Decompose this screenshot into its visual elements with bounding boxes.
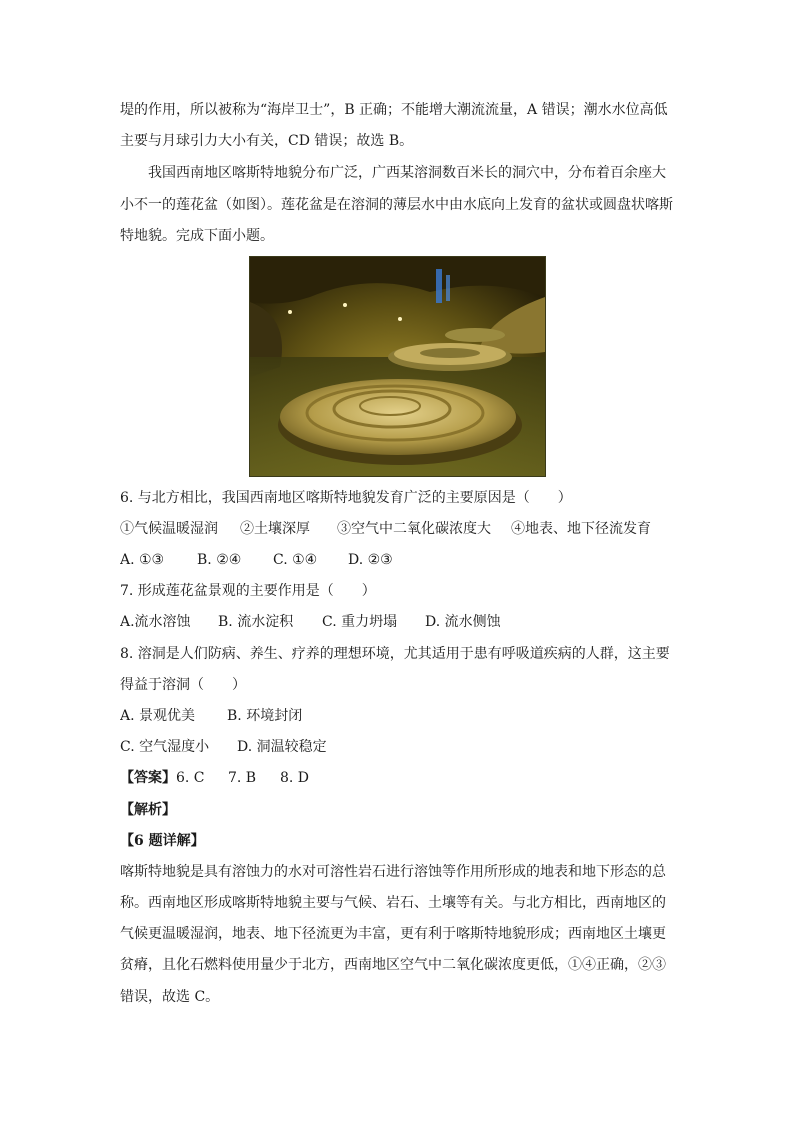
q6-option-d: D. ②③ (348, 552, 393, 568)
q7-option-a: A.流水溶蚀 (120, 614, 191, 630)
q6-option-c: C. ①④ (273, 552, 318, 568)
question-6-stem: 6. 与北方相比，我国西南地区喀斯特地貌发育广泛的主要原因是（ ） (120, 490, 572, 506)
question-6-items (120, 519, 680, 539)
intro-line-1: 堤的作用，所以被称为“海岸卫士”，B 正确；不能增大潮流流量，A 错误；潮水水位高低 (120, 102, 668, 118)
passage-line-3: 特地貌。完成下面小题。 (120, 228, 274, 244)
q7-option-d: D. 流水侧蚀 (425, 614, 501, 630)
question-7-stem: 7. 形成莲花盆景观的主要作用是（ ） (120, 583, 376, 599)
q8-option-c: C. 空气湿度小 (120, 739, 210, 755)
answer-line (120, 768, 680, 788)
question-8-stem-line-1: 8. 溶洞是人们防病、养生、疗养的理想环境，尤其适用于患有呼吸道疾病的人群，这主要 (120, 646, 670, 662)
passage-line-2: 小不一的莲花盆（如图）。莲花盆是在溶洞的薄层水中由水底向上发育的盆状或圆盘状喀斯 (120, 197, 673, 213)
question-6-options (120, 550, 680, 570)
analysis-line-4: 贫瘠，且化石燃料使用量少于北方，西南地区空气中二氧化碳浓度更低，①④正确，②③ (120, 957, 666, 973)
question-8-stem-line-2: 得益于溶洞（ ） (120, 677, 246, 693)
q7-option-c: C. 重力坍塌 (322, 614, 398, 630)
q6-item-1: ①气候温暖湿润 (120, 521, 218, 537)
analysis-label: 【解析】 (120, 802, 176, 818)
q7-option-b: B. 流水淀积 (218, 614, 294, 630)
analysis-line-1: 喀斯特地貌是具有溶蚀力的水对可溶性岩石进行溶蚀等作用所形成的地表和地下形态的总 (120, 864, 666, 880)
q6-detail-label: 【6 题详解】 (120, 833, 205, 849)
q8-option-b: B. 环境封闭 (227, 708, 303, 724)
lotus-basin-cave-photo (249, 256, 546, 477)
q6-item-2: ②土壤深厚 (240, 521, 310, 537)
q6-item-3: ③空气中二氧化碳浓度大 (337, 521, 491, 537)
q8-option-a: A. 景观优美 (120, 708, 196, 724)
question-8-options-row-2 (120, 737, 680, 757)
intro-line-2: 主要与月球引力大小有关，CD 错误；故选 B。 (120, 133, 414, 149)
q6-item-4: ④地表、地下径流发育 (511, 521, 651, 537)
analysis-line-3: 气候更温暖湿润，地表、地下径流更为丰富，更有利于喀斯特地貌形成；西南地区土壤更 (120, 926, 666, 942)
q6-option-b: B. ②④ (197, 552, 242, 568)
question-7-options (120, 612, 680, 632)
answer-7: 7. B (228, 770, 257, 786)
analysis-line-5: 错误，故选 C。 (120, 989, 220, 1005)
answer-6: 6. C (176, 770, 205, 786)
answer-8: 8. D (280, 770, 310, 786)
passage-line-1: 我国西南地区喀斯特地貌分布广泛，广西某溶洞数百米长的洞穴中，分布着百余座大 (148, 165, 666, 181)
analysis-line-2: 称。西南地区形成喀斯特地貌主要与气候、岩石、土壤等有关。与北方相比，西南地区的 (120, 895, 666, 911)
q6-option-a: A. ①③ (120, 552, 165, 568)
question-8-options-row-1 (120, 706, 680, 726)
q8-option-d: D. 洞温较稳定 (237, 739, 327, 755)
answer-label: 【答案】 (120, 770, 176, 786)
